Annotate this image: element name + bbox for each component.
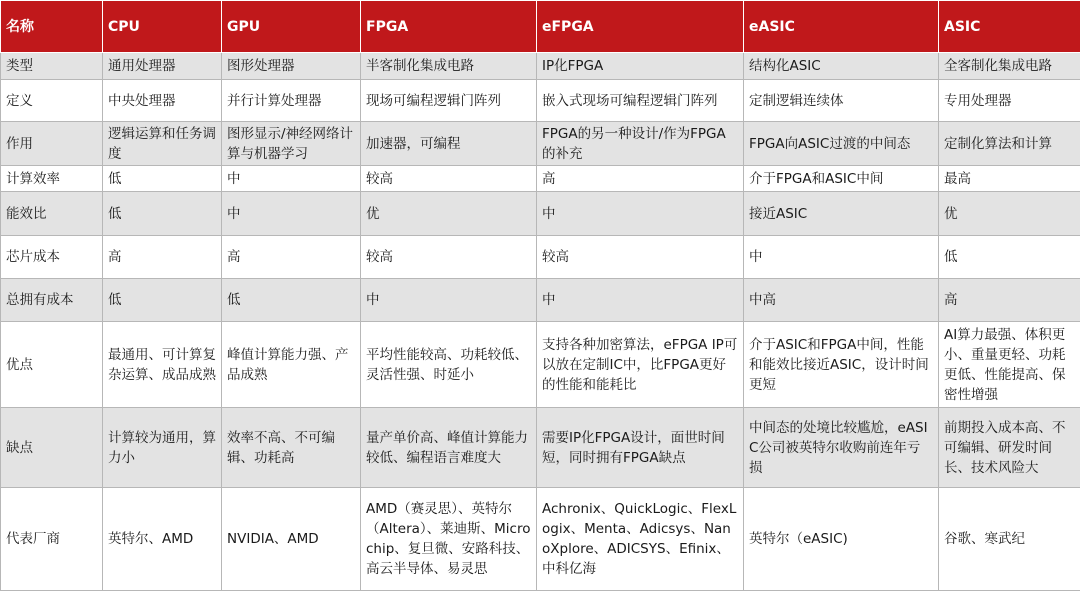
table-cell: 计算较为通用，算力小 — [103, 408, 222, 488]
table-row-type — [1, 53, 1080, 80]
table-cell: 低 — [222, 279, 361, 322]
table-cell: 低 — [103, 192, 222, 236]
table-cell: 量产单价高、峰值计算能力较低、编程语言难度大 — [361, 408, 537, 488]
table-row-definition — [1, 80, 1080, 122]
table-cell: 中 — [537, 279, 744, 322]
table-cell: 嵌入式现场可编程逻辑门阵列 — [537, 80, 744, 122]
table-cell: 专用处理器 — [939, 80, 1080, 122]
table-cell: FPGA向ASIC过渡的中间态 — [744, 122, 939, 166]
table-cell: 定制化算法和计算 — [939, 122, 1080, 166]
table-cell: Achronix、QuickLogic、FlexLogix、Menta、Adicsys、NanoXplore、ADICSYS、Efinix、中科亿海 — [537, 488, 744, 591]
table-cell: 谷歌、寒武纪 — [939, 488, 1080, 591]
table-cell: 高 — [222, 236, 361, 279]
table-cell: 需要IP化FPGA设计，面世时间短，同时拥有FPGA缺点 — [537, 408, 744, 488]
table-row-energy-efficiency — [1, 192, 1080, 236]
header-cell-cpu: CPU — [103, 1, 222, 53]
table-cell: 图形显示/神经网络计算与机器学习 — [222, 122, 361, 166]
row-label: 作用 — [1, 122, 103, 166]
table-cell: 峰值计算能力强、产品成熟 — [222, 322, 361, 408]
header-cell-efpga: eFPGA — [537, 1, 744, 53]
table-cell: 较高 — [537, 236, 744, 279]
table-cell: 逻辑运算和任务调度 — [103, 122, 222, 166]
table-cell: 半客制化集成电路 — [361, 53, 537, 80]
table-cell: 较高 — [361, 166, 537, 192]
row-label: 优点 — [1, 322, 103, 408]
table-cell: 接近ASIC — [744, 192, 939, 236]
table-cell: 效率不高、不可编辑、功耗高 — [222, 408, 361, 488]
table-cell: AMD（赛灵思）、英特尔（Altera）、莱迪斯、Microchip、复旦微、安路科技、高云半导体、易灵思 — [361, 488, 537, 591]
table-cell: 中 — [744, 236, 939, 279]
row-label: 计算效率 — [1, 166, 103, 192]
table-cell: 定制逻辑连续体 — [744, 80, 939, 122]
table-cell: 英特尔（eASIC) — [744, 488, 939, 591]
table-cell: 中 — [222, 166, 361, 192]
row-label: 定义 — [1, 80, 103, 122]
table-row-vendors — [1, 488, 1080, 591]
row-label: 芯片成本 — [1, 236, 103, 279]
header-row — [1, 1, 1080, 53]
header-cell-fpga: FPGA — [361, 1, 537, 53]
header-cell-easic: eASIC — [744, 1, 939, 53]
table-cell: 低 — [103, 279, 222, 322]
table-cell: 高 — [939, 279, 1080, 322]
table-cell: 现场可编程逻辑门阵列 — [361, 80, 537, 122]
table-cell: AI算力最强、体积更小、重量更轻、功耗更低、性能提高、保密性增强 — [939, 322, 1080, 408]
table-cell: 低 — [939, 236, 1080, 279]
table-cell: 中间态的处境比较尴尬，eASIC公司被英特尔收购前连年亏损 — [744, 408, 939, 488]
row-label: 总拥有成本 — [1, 279, 103, 322]
table-cell: 优 — [361, 192, 537, 236]
table-cell: 高 — [537, 166, 744, 192]
table-cell: 最通用、可计算复杂运算、成品成熟 — [103, 322, 222, 408]
table-cell: 英特尔、AMD — [103, 488, 222, 591]
row-label: 缺点 — [1, 408, 103, 488]
table-cell: 中 — [361, 279, 537, 322]
table-cell: 中 — [537, 192, 744, 236]
row-label: 代表厂商 — [1, 488, 103, 591]
header-cell-name: 名称 — [1, 1, 103, 53]
table-cell: 中央处理器 — [103, 80, 222, 122]
table-cell: 中 — [222, 192, 361, 236]
table-cell: 支持各种加密算法，eFPGA IP可以放在定制IC中，比FPGA更好的性能和能耗比 — [537, 322, 744, 408]
table-row-advantages — [1, 322, 1080, 408]
table-cell: 前期投入成本高、不可编辑、研发时间长、技术风险大 — [939, 408, 1080, 488]
table-row-function — [1, 122, 1080, 166]
table-cell: IP化FPGA — [537, 53, 744, 80]
header-cell-asic: ASIC — [939, 1, 1080, 53]
table-row-compute-efficiency — [1, 166, 1080, 192]
row-label: 类型 — [1, 53, 103, 80]
table-cell: FPGA的另一种设计/作为FPGA的补充 — [537, 122, 744, 166]
table-cell: 最高 — [939, 166, 1080, 192]
table-cell: 优 — [939, 192, 1080, 236]
table-cell: 介于ASIC和FPGA中间，性能和能效比接近ASIC，设计时间更短 — [744, 322, 939, 408]
table-cell: 结构化ASIC — [744, 53, 939, 80]
table-cell: 加速器，可编程 — [361, 122, 537, 166]
table-cell: NVIDIA、AMD — [222, 488, 361, 591]
table-cell: 低 — [103, 166, 222, 192]
table-cell: 中高 — [744, 279, 939, 322]
header-cell-gpu: GPU — [222, 1, 361, 53]
table-cell: 全客制化集成电路 — [939, 53, 1080, 80]
table-cell: 高 — [103, 236, 222, 279]
table-row-chip-cost — [1, 236, 1080, 279]
table-cell: 通用处理器 — [103, 53, 222, 80]
table-cell: 介于FPGA和ASIC中间 — [744, 166, 939, 192]
table-cell: 图形处理器 — [222, 53, 361, 80]
row-label: 能效比 — [1, 192, 103, 236]
table-cell: 较高 — [361, 236, 537, 279]
table-cell: 并行计算处理器 — [222, 80, 361, 122]
table-cell: 平均性能较高、功耗较低、灵活性强、时延小 — [361, 322, 537, 408]
table-row-disadvantages — [1, 408, 1080, 488]
table-row-total-cost — [1, 279, 1080, 322]
